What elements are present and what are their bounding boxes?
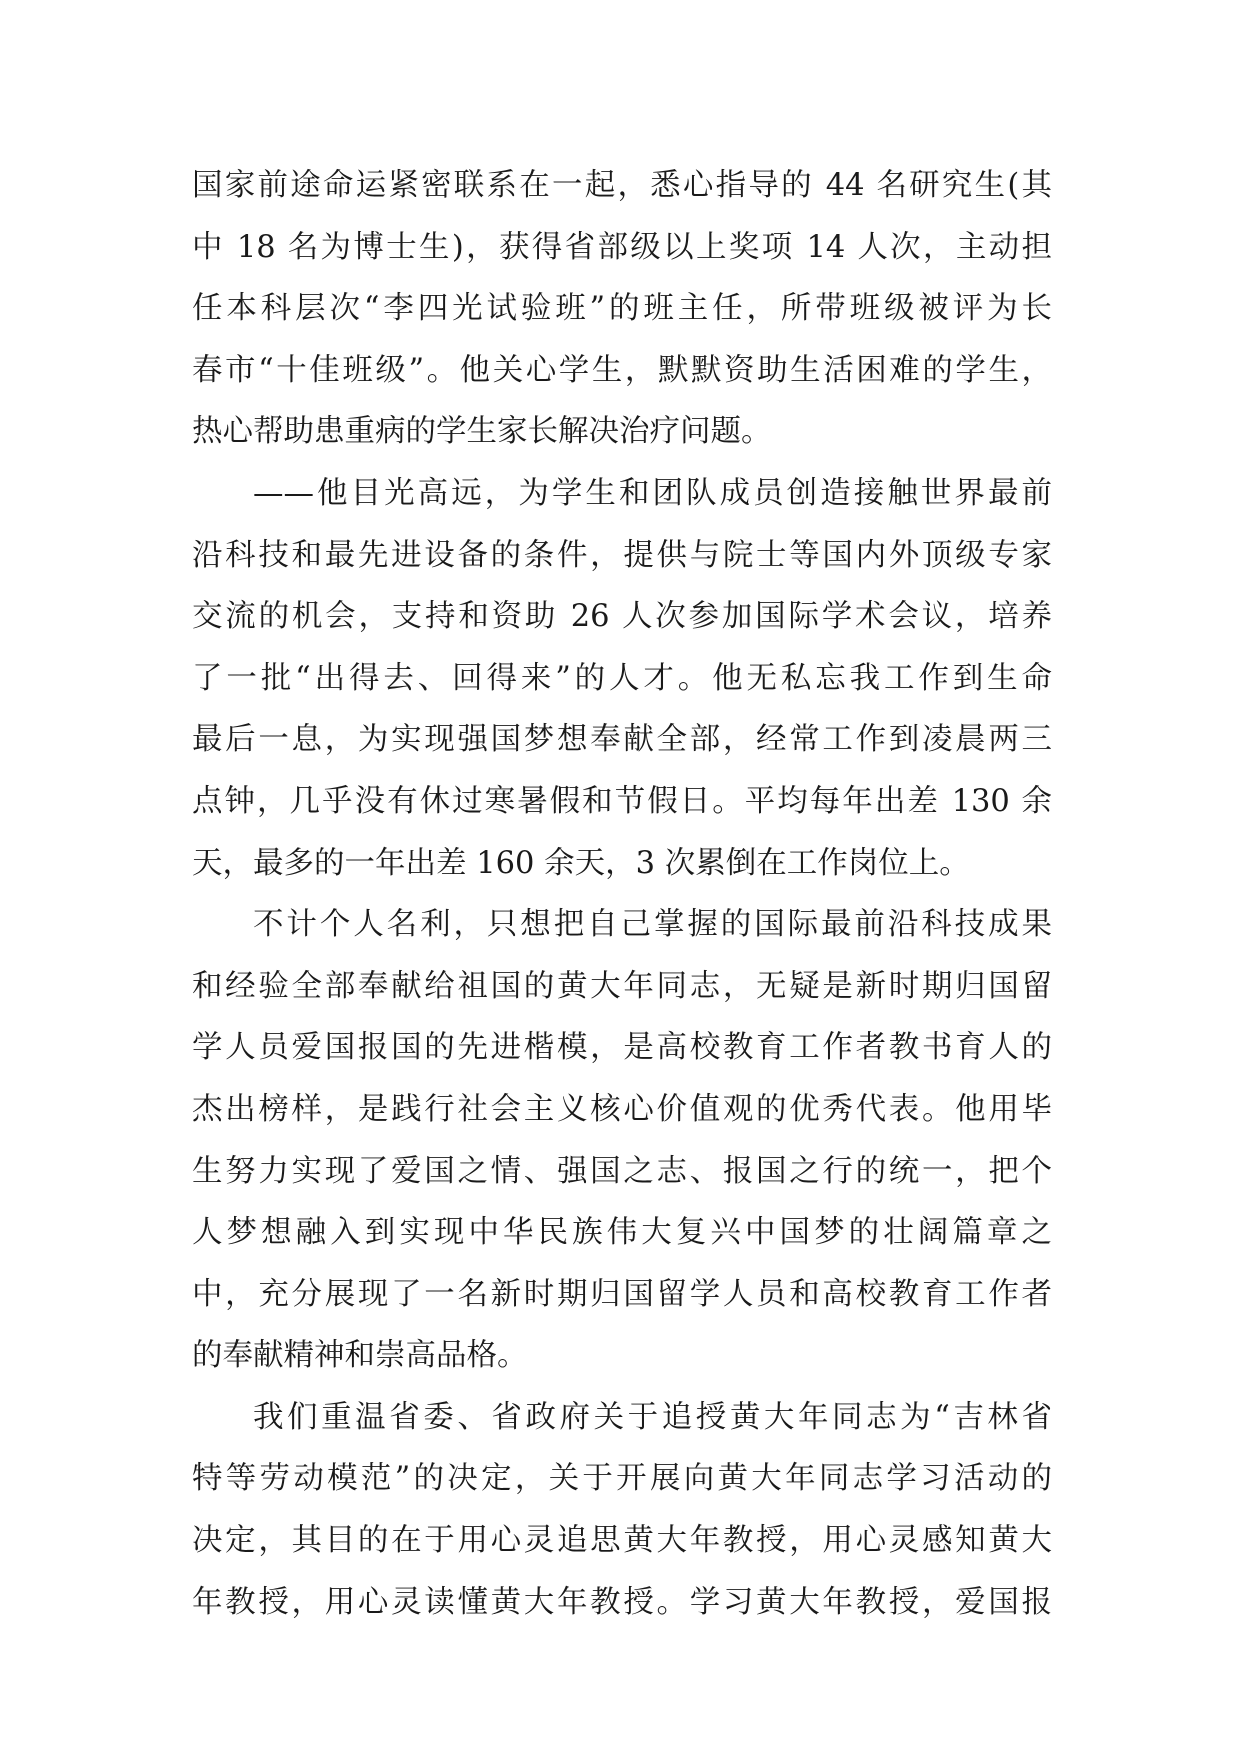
- text-line: 杰出榜样，是践行社会主义核心价值观的优秀代表。他用毕: [192, 1091, 1052, 1127]
- text-line: 我们重温省委、省政府关于追授黄大年同志为“吉林省: [253, 1399, 1052, 1435]
- text-line: 点钟，几乎没有休过寒暑假和节假日。平均每年出差 130 余: [192, 783, 1052, 819]
- text-line: 沿科技和最先进设备的条件，提供与院士等国内外顶级专家: [192, 537, 1052, 573]
- text-line: 最后一息，为实现强国梦想奉献全部，经常工作到凌晨两三: [192, 722, 1052, 758]
- text-line: 人梦想融入到实现中华民族伟大复兴中国梦的壮阔篇章之: [192, 1215, 1052, 1251]
- body-text: [192, 155, 1052, 1633]
- text-line: 的奉献精神和崇高品格。: [192, 1338, 528, 1374]
- text-line: 春市“十佳班级”。他关心学生，默默资助生活困难的学生，: [192, 352, 1052, 388]
- text-line: 交流的机会，支持和资助 26 人次参加国际学术会议，培养: [192, 599, 1052, 635]
- text-line: 天，最多的一年出差 160 余天，3 次累倒在工作岗位上。: [192, 845, 970, 881]
- text-line: ——他目光高远，为学生和团队成员创造接触世界最前: [253, 475, 1052, 511]
- text-line: 中，充分展现了一名新时期归国留学人员和高校教育工作者: [192, 1276, 1052, 1312]
- text-line: 热心帮助患重病的学生家长解决治疗问题。: [192, 414, 772, 450]
- text-line: 生努力实现了爱国之情、强国之志、报国之行的统一，把个: [192, 1153, 1052, 1189]
- text-line: 了一批“出得去、回得来”的人才。他无私忘我工作到生命: [192, 660, 1052, 696]
- text-line: 年教授，用心灵读懂黄大年教授。学习黄大年教授，爱国报: [192, 1584, 1052, 1620]
- text-line: 不计个人名利，只想把自己掌握的国际最前沿科技成果: [253, 907, 1052, 943]
- text-line: 国家前途命运紧密联系在一起，悉心指导的 44 名研究生(其: [192, 168, 1052, 203]
- text-line: 中 18 名为博士生)，获得省部级以上奖项 14 人次，主动担: [192, 229, 1052, 265]
- text-line: 决定，其目的在于用心灵追思黄大年教授，用心灵感知黄大: [192, 1523, 1052, 1559]
- text-line: 和经验全部奉献给祖国的黄大年同志，无疑是新时期归国留: [192, 968, 1052, 1004]
- text-line: 任本科层次“李四光试验班”的班主任，所带班级被评为长: [192, 291, 1052, 327]
- text-line: 特等劳动模范”的决定，关于开展向黄大年同志学习活动的: [192, 1461, 1052, 1497]
- text-line: 学人员爱国报国的先进楷模，是高校教育工作者教书育人的: [192, 1030, 1052, 1066]
